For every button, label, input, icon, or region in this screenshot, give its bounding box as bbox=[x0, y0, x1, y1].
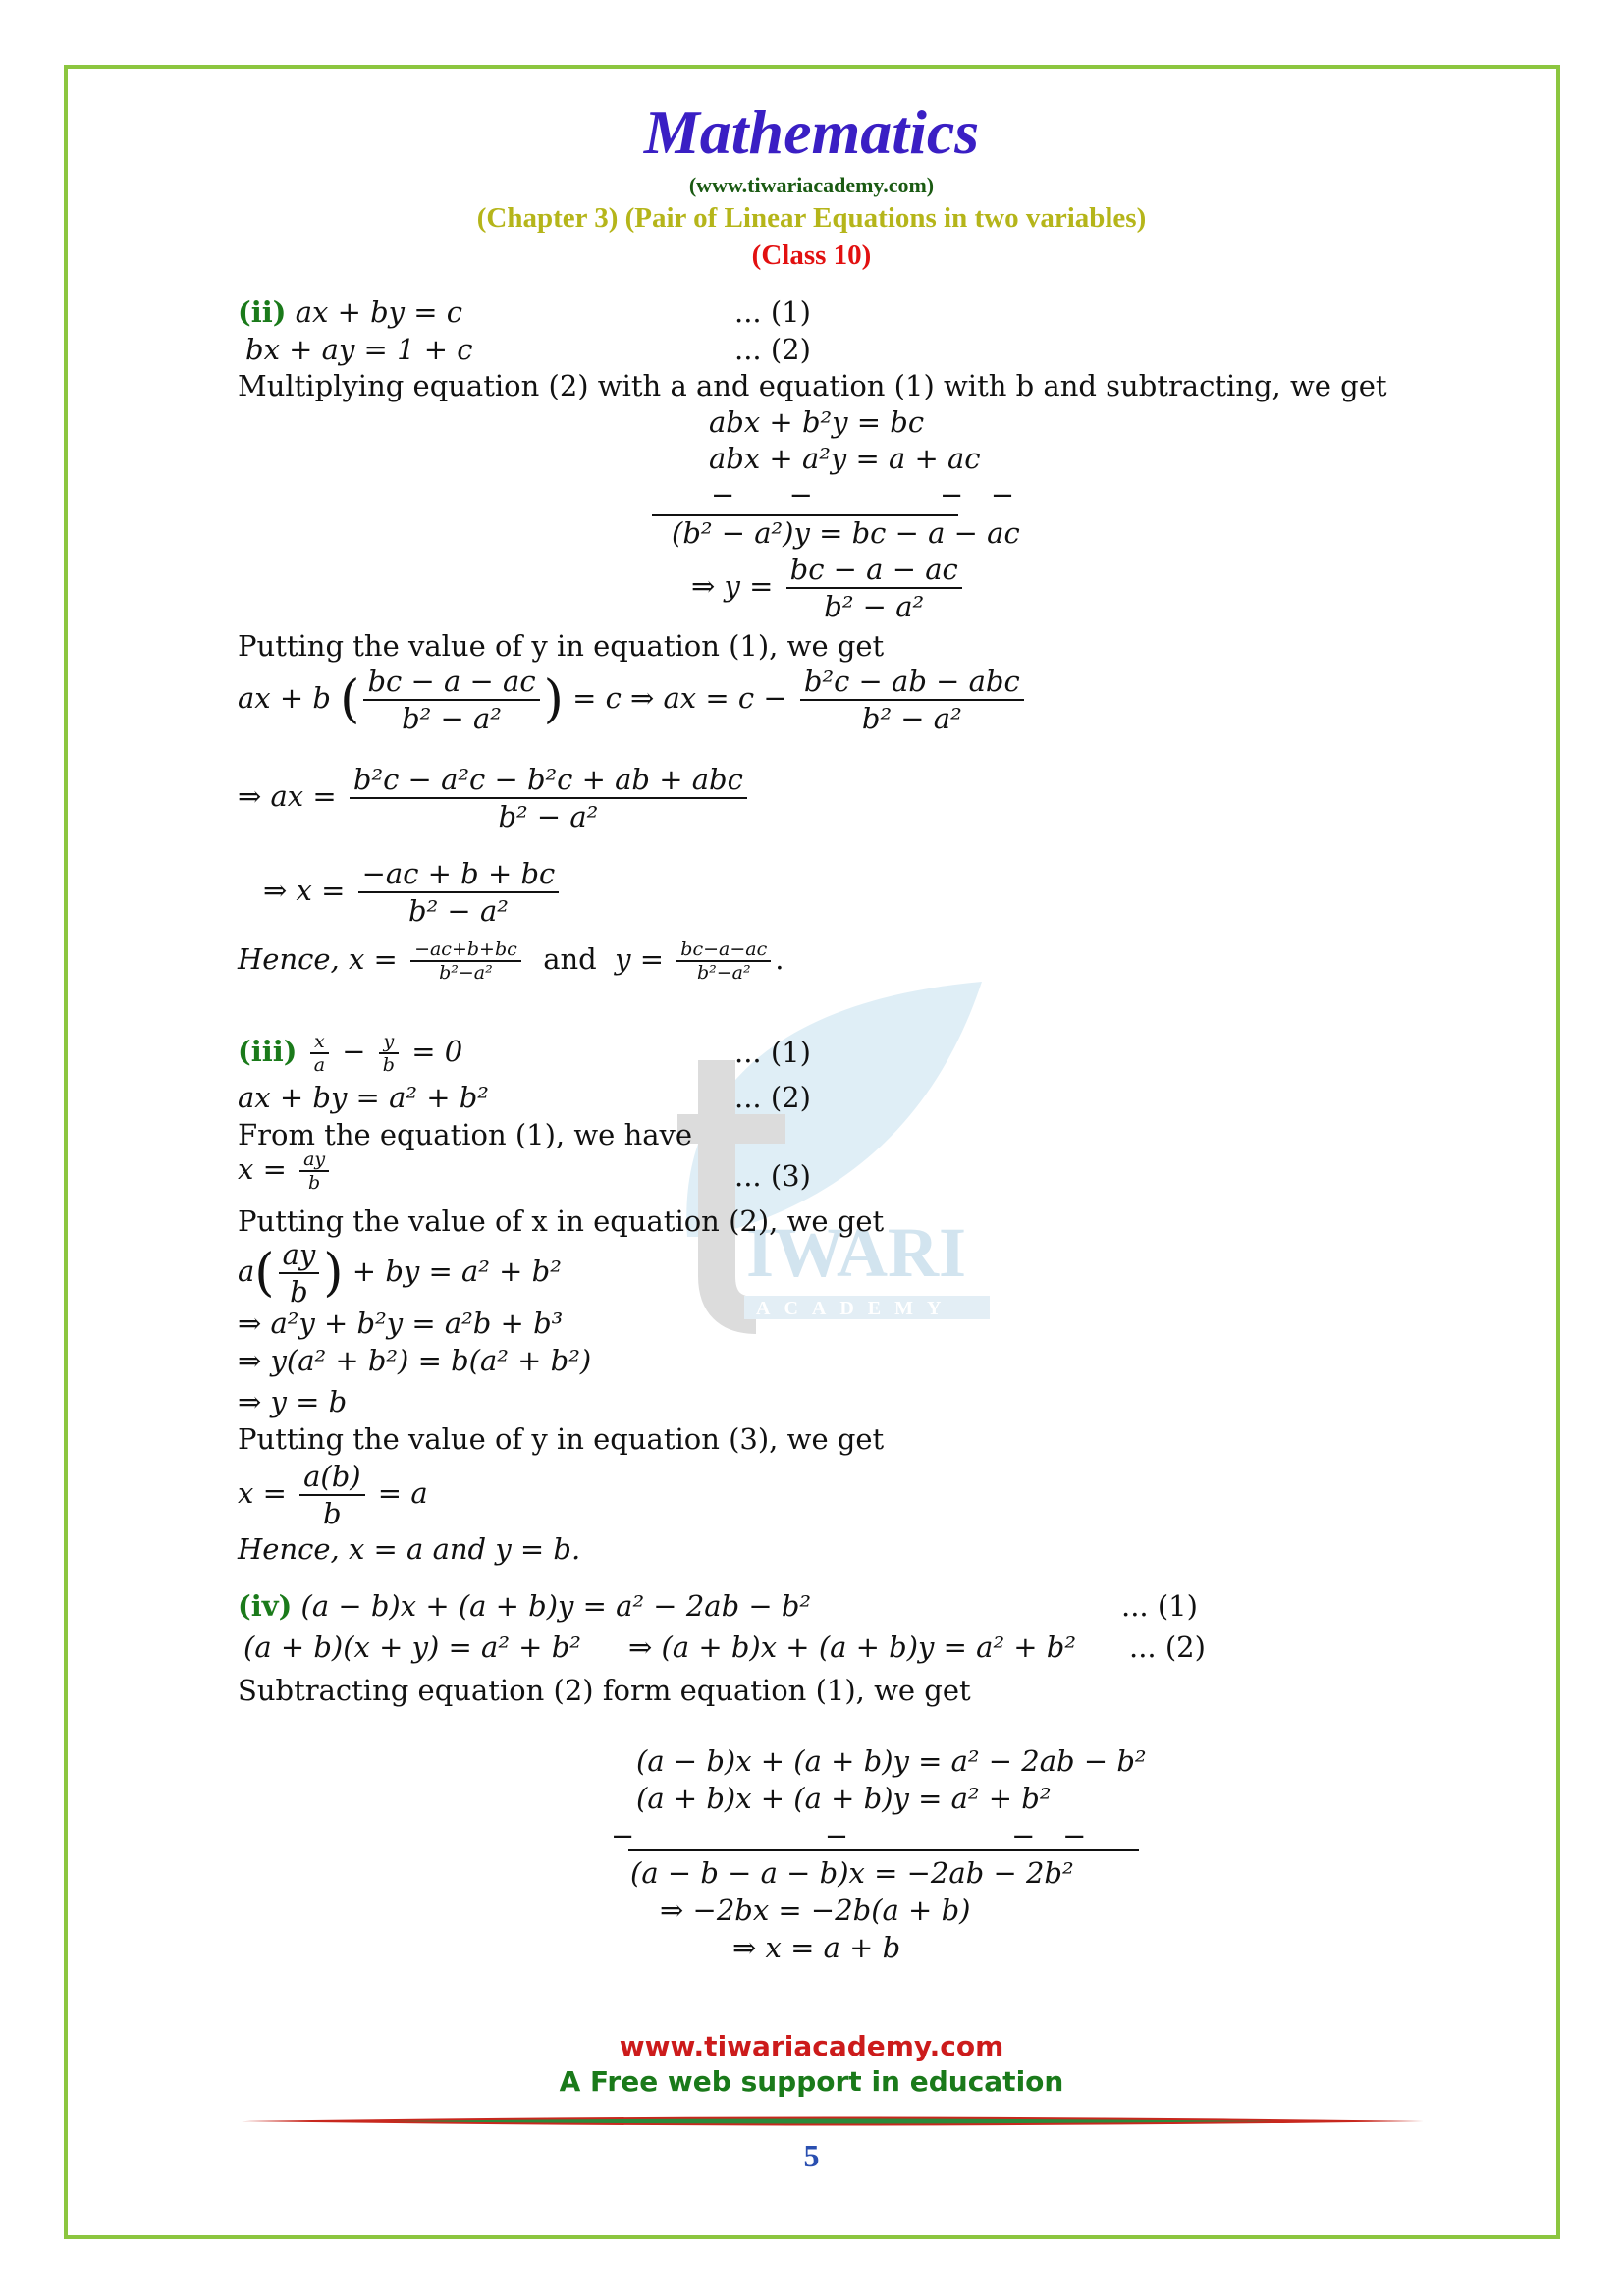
watermark-sub: ACADEMY bbox=[756, 1298, 955, 1319]
part-iv-eq1-ref: ... (1) bbox=[1121, 1589, 1198, 1623]
part-ii-eq1-ref: ... (1) bbox=[734, 295, 811, 329]
part-iii-x-ref: ... (3) bbox=[734, 1159, 811, 1193]
part-iv-signs: − − − − bbox=[611, 1819, 1087, 1852]
part-ii-eq1: (ii) ax + by = c bbox=[238, 295, 463, 329]
part-iii-eq1: (iii) $\frac{x}{a}$ − $\frac{y}{b}$ = 0 bbox=[238, 1031, 463, 1076]
part-iii-hence: Hence, x = a and y = b. bbox=[238, 1532, 581, 1566]
part-ii-step-text: Multiplying equation (2) with a and equation (1) with b and subtracting, we get bbox=[238, 369, 1387, 402]
part-iii-x: x = $\frac{ay}{b}$ bbox=[238, 1148, 333, 1194]
part-iii-l2: ⇒ a²y + b²y = a²b + b³ bbox=[238, 1307, 564, 1340]
part-ii-s2: abx + a²y = a + ac bbox=[709, 442, 981, 475]
part-ii-eq2: bx + ay = 1 + c bbox=[245, 333, 473, 366]
part-iv-s2: (a + b)x + (a + b)y = a² + b² bbox=[636, 1782, 1052, 1815]
footer-tagline: A Free web support in education bbox=[559, 2065, 1064, 2098]
part-iii-l4: ⇒ y = b bbox=[238, 1385, 348, 1418]
part-iii-from: From the equation (1), we have bbox=[238, 1118, 693, 1151]
part-iv-eq2a: (a + b)(x + y) = a² + b² bbox=[243, 1630, 581, 1664]
part-iii-put-x: Putting the value of x in equation (2), we get bbox=[238, 1204, 885, 1238]
part-iv-s5: ⇒ x = a + b bbox=[732, 1931, 901, 1964]
part-ii-eq2-ref: ... (2) bbox=[734, 333, 811, 366]
part-iii-put-y: Putting the value of y in equation (3), we get bbox=[238, 1422, 885, 1456]
part-iii-label: (iii) bbox=[238, 1035, 298, 1068]
part-iv-rule bbox=[628, 1849, 1139, 1851]
part-iv-s3: (a − b − a − b)x = −2ab − 2b² bbox=[630, 1856, 1074, 1890]
part-iii-l3: ⇒ y(a² + b²) = b(a² + b²) bbox=[238, 1344, 592, 1377]
part-iii-l1: a( $\frac{ay}{b}$ ) + by = a² + b² bbox=[238, 1238, 562, 1308]
part-iv-eq2b: ⇒ (a + b)x + (a + b)y = a² + b² bbox=[628, 1630, 1076, 1664]
part-iv-eq1: (iv) (a − b)x + (a + b)y = a² − 2ab − b² bbox=[238, 1589, 812, 1623]
part-iv-eq2-ref: ... (2) bbox=[1129, 1630, 1206, 1664]
part-iv-s4: ⇒ −2bx = −2b(a + b) bbox=[660, 1894, 971, 1927]
part-ii-s4: ⇒ y = $\frac{bc - a - ac}{\text{b² − a²}}$ bbox=[691, 552, 966, 624]
part-ii-p1b: ⇒ ax = c − $\frac{\text{b²c − ab − abc}}{\text{b² − a²}}$ bbox=[630, 664, 1028, 736]
part-iii-eq1-ref: ... (1) bbox=[734, 1036, 811, 1069]
part-ii-p1: ax + b ( $\frac{bc - a - ac}{\text{b² − a²}}$ ) = c bbox=[238, 665, 622, 735]
footer-divider bbox=[242, 2114, 1424, 2128]
page-title: Mathematics bbox=[643, 97, 980, 167]
part-ii-put-text: Putting the value of y in equation (1), we get bbox=[238, 629, 885, 663]
part-ii-p3: ⇒ x = $\frac{-ac + b + bc}{\text{b² − a²}}$ bbox=[263, 856, 563, 929]
class-heading: (Class 10) bbox=[751, 240, 872, 271]
part-iii-l5: x = $\frac{a(b)}{b}$ = a bbox=[238, 1460, 428, 1530]
watermark-logo bbox=[648, 942, 1001, 1355]
part-iv-sub-text: Subtracting equation (2) form equation (1), we get bbox=[238, 1674, 971, 1707]
part-ii-p2: ⇒ ax = $\frac{\text{b²c − a²c − b²c + ab + abc}}{\text{b² − a²}}$ bbox=[238, 762, 751, 834]
part-ii-hence: Hence, x = $\frac{-ac+b+bc}{\text{b²−a²}}$ and y = $\frac{bc-a-ac}{\text{b²−a²}}$ . bbox=[238, 938, 784, 984]
footer-url[interactable]: www.tiwariacademy.com bbox=[619, 2030, 1004, 2062]
header-site: (www.tiwariacademy.com) bbox=[688, 173, 935, 197]
part-iii-eq2-ref: ... (2) bbox=[734, 1081, 811, 1114]
watermark-word: IWARI bbox=[746, 1213, 967, 1292]
part-ii-label: (ii) bbox=[238, 295, 287, 329]
part-iv-s1: (a − b)x + (a + b)y = a² − 2ab − b² bbox=[636, 1744, 1147, 1778]
part-iv-label: (iv) bbox=[238, 1589, 293, 1623]
chapter-heading: (Chapter 3) (Pair of Linear Equations in two variables) bbox=[476, 202, 1147, 234]
part-iii-eq2: ax + by = a² + b² bbox=[238, 1081, 489, 1114]
part-ii-s1: abx + b²y = bc bbox=[709, 405, 925, 439]
page-number: 5 bbox=[803, 2138, 820, 2173]
part-ii-signs: − − − − bbox=[711, 478, 1015, 511]
part-ii-s3: (b² − a²)y = bc − a − ac bbox=[672, 516, 1020, 550]
